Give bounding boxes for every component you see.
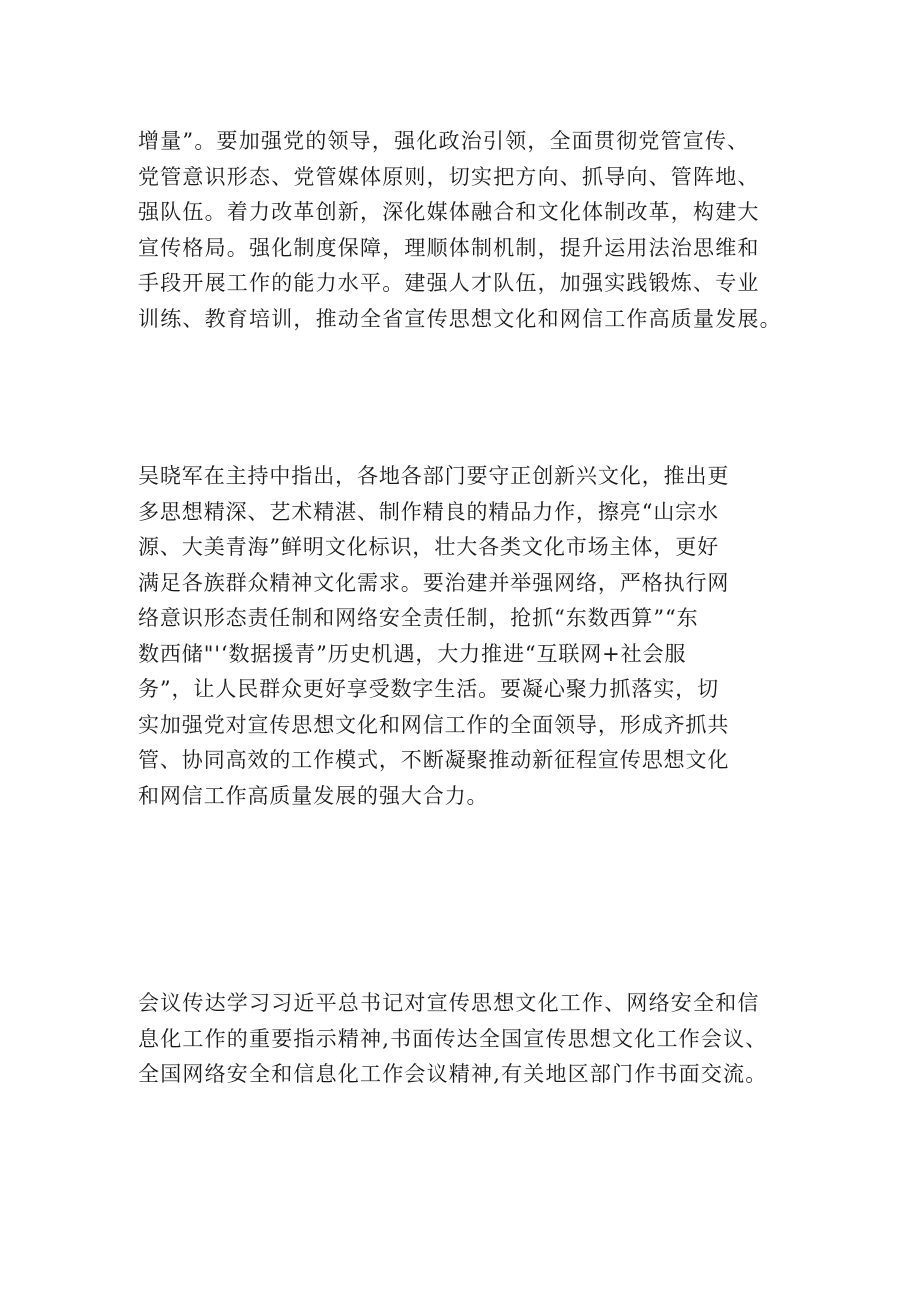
text-line: 管、协同高效的工作模式，不断凝聚推动新征程宣传思想文化 xyxy=(138,748,730,772)
text-line: 数西储"'‘数据援青”历史机遇，大力推进“互联网+社会服 xyxy=(138,641,687,666)
paragraph-3 xyxy=(138,986,767,1093)
paragraph-2 xyxy=(138,459,729,814)
text-line: 息化工作的重要指示精神,书面传达全国宣传思想文化工作会议、 xyxy=(138,1026,768,1051)
text-line: 会议传达学习习近平总书记对宣传思想文化工作、网络安全和信 xyxy=(138,991,760,1015)
text-line: 强队伍。着力改革创新，深化媒体融合和文化体制改革，构建大 xyxy=(138,200,760,224)
text-line: 宣传格局。强化制度保障，理顺体制机制，提升运用法治思维和 xyxy=(138,235,760,260)
text-line: 和网信工作高质量发展的强大合力。 xyxy=(138,783,489,808)
text-line: 党管意识形态、党管媒体原则，切实把方向、抓导向、管阵地、 xyxy=(138,164,760,189)
text-line: 增量”。要加强党的领导，强化政治引领，全面贯彻党管宣传、 xyxy=(138,129,750,153)
paragraph-1 xyxy=(138,124,782,337)
text-line: 务”，让人民群众更好享受数字生活。要凝心聚力抓落实，切 xyxy=(138,677,720,701)
text-line: 多思想精深、艺术精湛、制作精良的精品力作，擦亮“山宗水 xyxy=(138,499,720,524)
text-line: 手段开展工作的能力水平。建强人才队伍，加强实践锻炼、专业 xyxy=(138,271,760,295)
text-line: 实加强党对宣传思想文化和网信工作的全面领导，形成齐抓共 xyxy=(138,712,730,737)
text-line: 全国网络安全和信息化工作会议精神,有关地区部门作书面交流。 xyxy=(138,1062,768,1086)
text-line: 满足各族群众精神文化需求。要治建并举强网络，严格执行网 xyxy=(138,570,730,595)
text-line: 吴晓军在主持中指出，各地各部门要守正创新兴文化，推出更 xyxy=(138,464,730,488)
text-line: 训练、教育培训，推动全省宣传思想文化和网信工作高质量发展。 xyxy=(138,306,782,331)
text-line: 络意识形态责任制和网络安全责任制，抢抓“东数西算”“东 xyxy=(138,606,699,630)
text-line: 源、大美青海”鲜明文化标识，壮大各类文化市场主体，更好 xyxy=(138,535,720,559)
